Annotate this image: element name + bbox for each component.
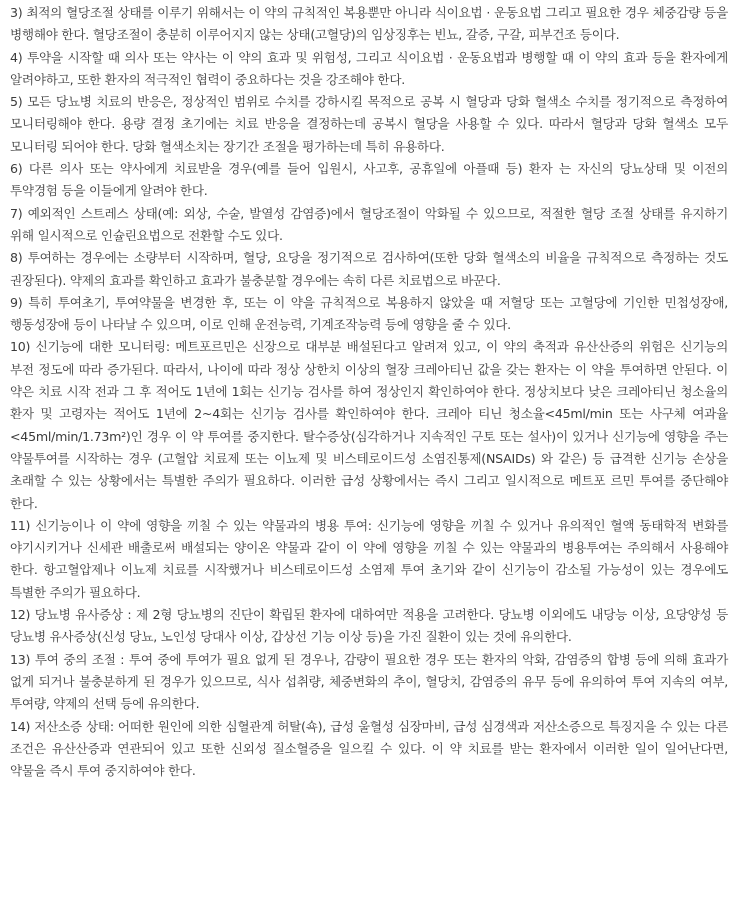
paragraph-item-13: 13) 투여 중의 조절 : 투여 중에 투여가 필요 없게 된 경우나, 감량이 필요한 경우 또는 환자의 악화, 감염증의 합병 등에 의해 효과가 없게 되거나 불충분하게 된 경우가 있으므로, 식사 섭취량, 체중변화의 추이, 혈당치, 감염증의 유무 등에 유의하여 투여 지속의 여부, 투여량, 약제의 선택 등에 유의한다. [10,651,728,712]
paragraph-item-6: 6) 다른 의사 또는 약사에게 치료받을 경우(예를 들어 입원시, 사고후, 공휴일에 아플때 등) 환자 는 자신의 당뇨상태 및 이전의 투약경험 등을 이들에게 알려야 한다. [10,161,728,199]
paragraph-item-11: 11) 신기능이나 이 약에 영향을 끼칠 수 있는 약물과의 병용 투여: 신기능에 영향을 끼칠 수 있거나 유의적인 혈액 동태학적 변화를 야기시키거나 신세관 배출로써 배설되는 양이온 약물과 같이 이 약에 영향을 끼칠 수 있는 약물과의 병용투여는 주의해서 사용해야 한다. 항고혈압제나 이뇨제 치료를 시작했거나 비스테로이드성 소염제 투여 초기와 같이 신기능이 감소될 가능성이 있는 경우에도 특별한 주의가 필요하다. [10,517,728,600]
paragraph-item-4: 4) 투약을 시작할 때 의사 또는 약사는 이 약의 효과 및 위험성, 그리고 식이요법 · 운동요법과 병행할 때 이 약의 효과 등을 환자에게 알려야하고, 또한 환자의 적극적인 협력이 중요하다는 것을 강조해야 한다. [10,49,728,87]
paragraph-item-10: 10) 신기능에 대한 모니터링: 메트포르민은 신장으로 대부분 배설된다고 알려져 있고, 이 약의 축적과 유산산증의 위험은 신기능의 부전 정도에 따라 증가된다. 따라서, 나이에 따라 정상 상한치 이상의 혈장 크레아티닌 값을 갖는 환자는 이 약을 투여하면 안된다. 이 약은 치료 시작 전과 그 후 적어도 1년에 1회는 신기능 검사를 하여 정상인지 확인하여야 한다. 정상치보다 낮은 크레아티닌 청소율의 환자 및 고령자는 적어도 1년에 2~4회는 신기능 검사를 확인하여야 한다. 크레아 티닌 청소율<45ml/min 또는 사구체 여과율<45ml/min/1.73m²)인 경우 이 약 투여를 중지한다. 탈수증상(심각하거나 지속적인 구토 또는 설사)이 있거나 신기능에 영향을 주는 약물투여를 시작하는 경우 (고혈압 치료제 또는 이뇨제 및 비스테로이드성 소염진통제(NSAIDs) 와 같은) 등 급격한 신기능 손상을 초래할 수 있는 상황에서는 특별한 주의가 필요하다. 이러한 급성 상황에서는 즉시 그리고 일시적으로 메트포 르민 투여를 중단해야 한다. [10,339,728,511]
paragraph-item-7: 7) 예외적인 스트레스 상태(예: 외상, 수술, 발열성 감염증)에서 혈당조절이 악화될 수 있으므로, 적절한 혈당 조절 상태를 유지하기 위해 일시적으로 인슐린요법으로 전환할 수도 있다. [10,205,728,243]
paragraph-item-9: 9) 특히 투여초기, 투여약물을 변경한 후, 또는 이 약을 규칙적으로 복용하지 않았을 때 저혈당 또는 고혈당에 기인한 민첩성장애, 행동성장애 등이 나타날 수 있으며, 이로 인해 운전능력, 기계조작능력 등에 영향을 줄 수 있다. [10,294,728,333]
paragraph-item-8: 8) 투여하는 경우에는 소량부터 시작하며, 혈당, 요당을 정기적으로 검사하여(또한 당화 혈색소의 비율을 규칙적으로 측정하는 것도 권장된다). 약제의 효과를 확인하고 효과가 불충분할 경우에는 속히 다른 치료법으로 바꾼다. [10,250,728,288]
paragraph-item-3: 3) 최적의 혈당조절 상태를 이루기 위해서는 이 약의 규칙적인 복용뿐만 아니라 식이요법 · 운동요법 그리고 필요한 경우 체중감량 등을 병행해야 한다. 혈당조절이 충분히 이루어지지 않는 상태(고혈당)의 임상징후는 빈뇨, 갈증, 구갈, 피부건조 등이다. [10,5,728,43]
paragraph-item-12: 12) 당뇨병 유사증상 : 제 2형 당뇨병의 진단이 확립된 환자에 대하여만 적용을 고려한다. 당뇨병 이외에도 내당능 이상, 요당양성 등 당뇨병 유사증상(신성 당뇨, 노인성 당대사 이상, 갑상선 기능 이상 등)을 가진 질환이 있는 것에 유의한다. [10,607,728,645]
paragraph-item-14: 14) 저산소증 상태: 어떠한 원인에 의한 심혈관계 허탈(쇽), 급성 울혈성 심장마비, 급성 심경색과 저산소증으로 특징지을 수 있는 다른 조건은 유산산증과 연관되어 있고 또한 신외성 질소혈증을 일으킬 수 있다. 이 약 치료를 받는 환자에서 이러한 일이 일어난다면, 약물을 즉시 투여 중지하여야 한다. [10,718,728,779]
paragraph-item-5: 5) 모든 당뇨병 치료의 반응은, 정상적인 범위로 수치를 강하시킬 목적으로 공복 시 혈당과 당화 혈색소 수치를 정기적으로 측정하여 모니터링해야 한다. 용량 결정 초기에는 치료 반응을 결정하는데 공복시 혈당을 사용할 수 있다. 따라서 혈당과 당화 혈색소 모두 모니터링 되어야 한다. 당화 혈색소치는 장기간 조절을 평가하는데 특히 유용하다. [10,94,728,154]
